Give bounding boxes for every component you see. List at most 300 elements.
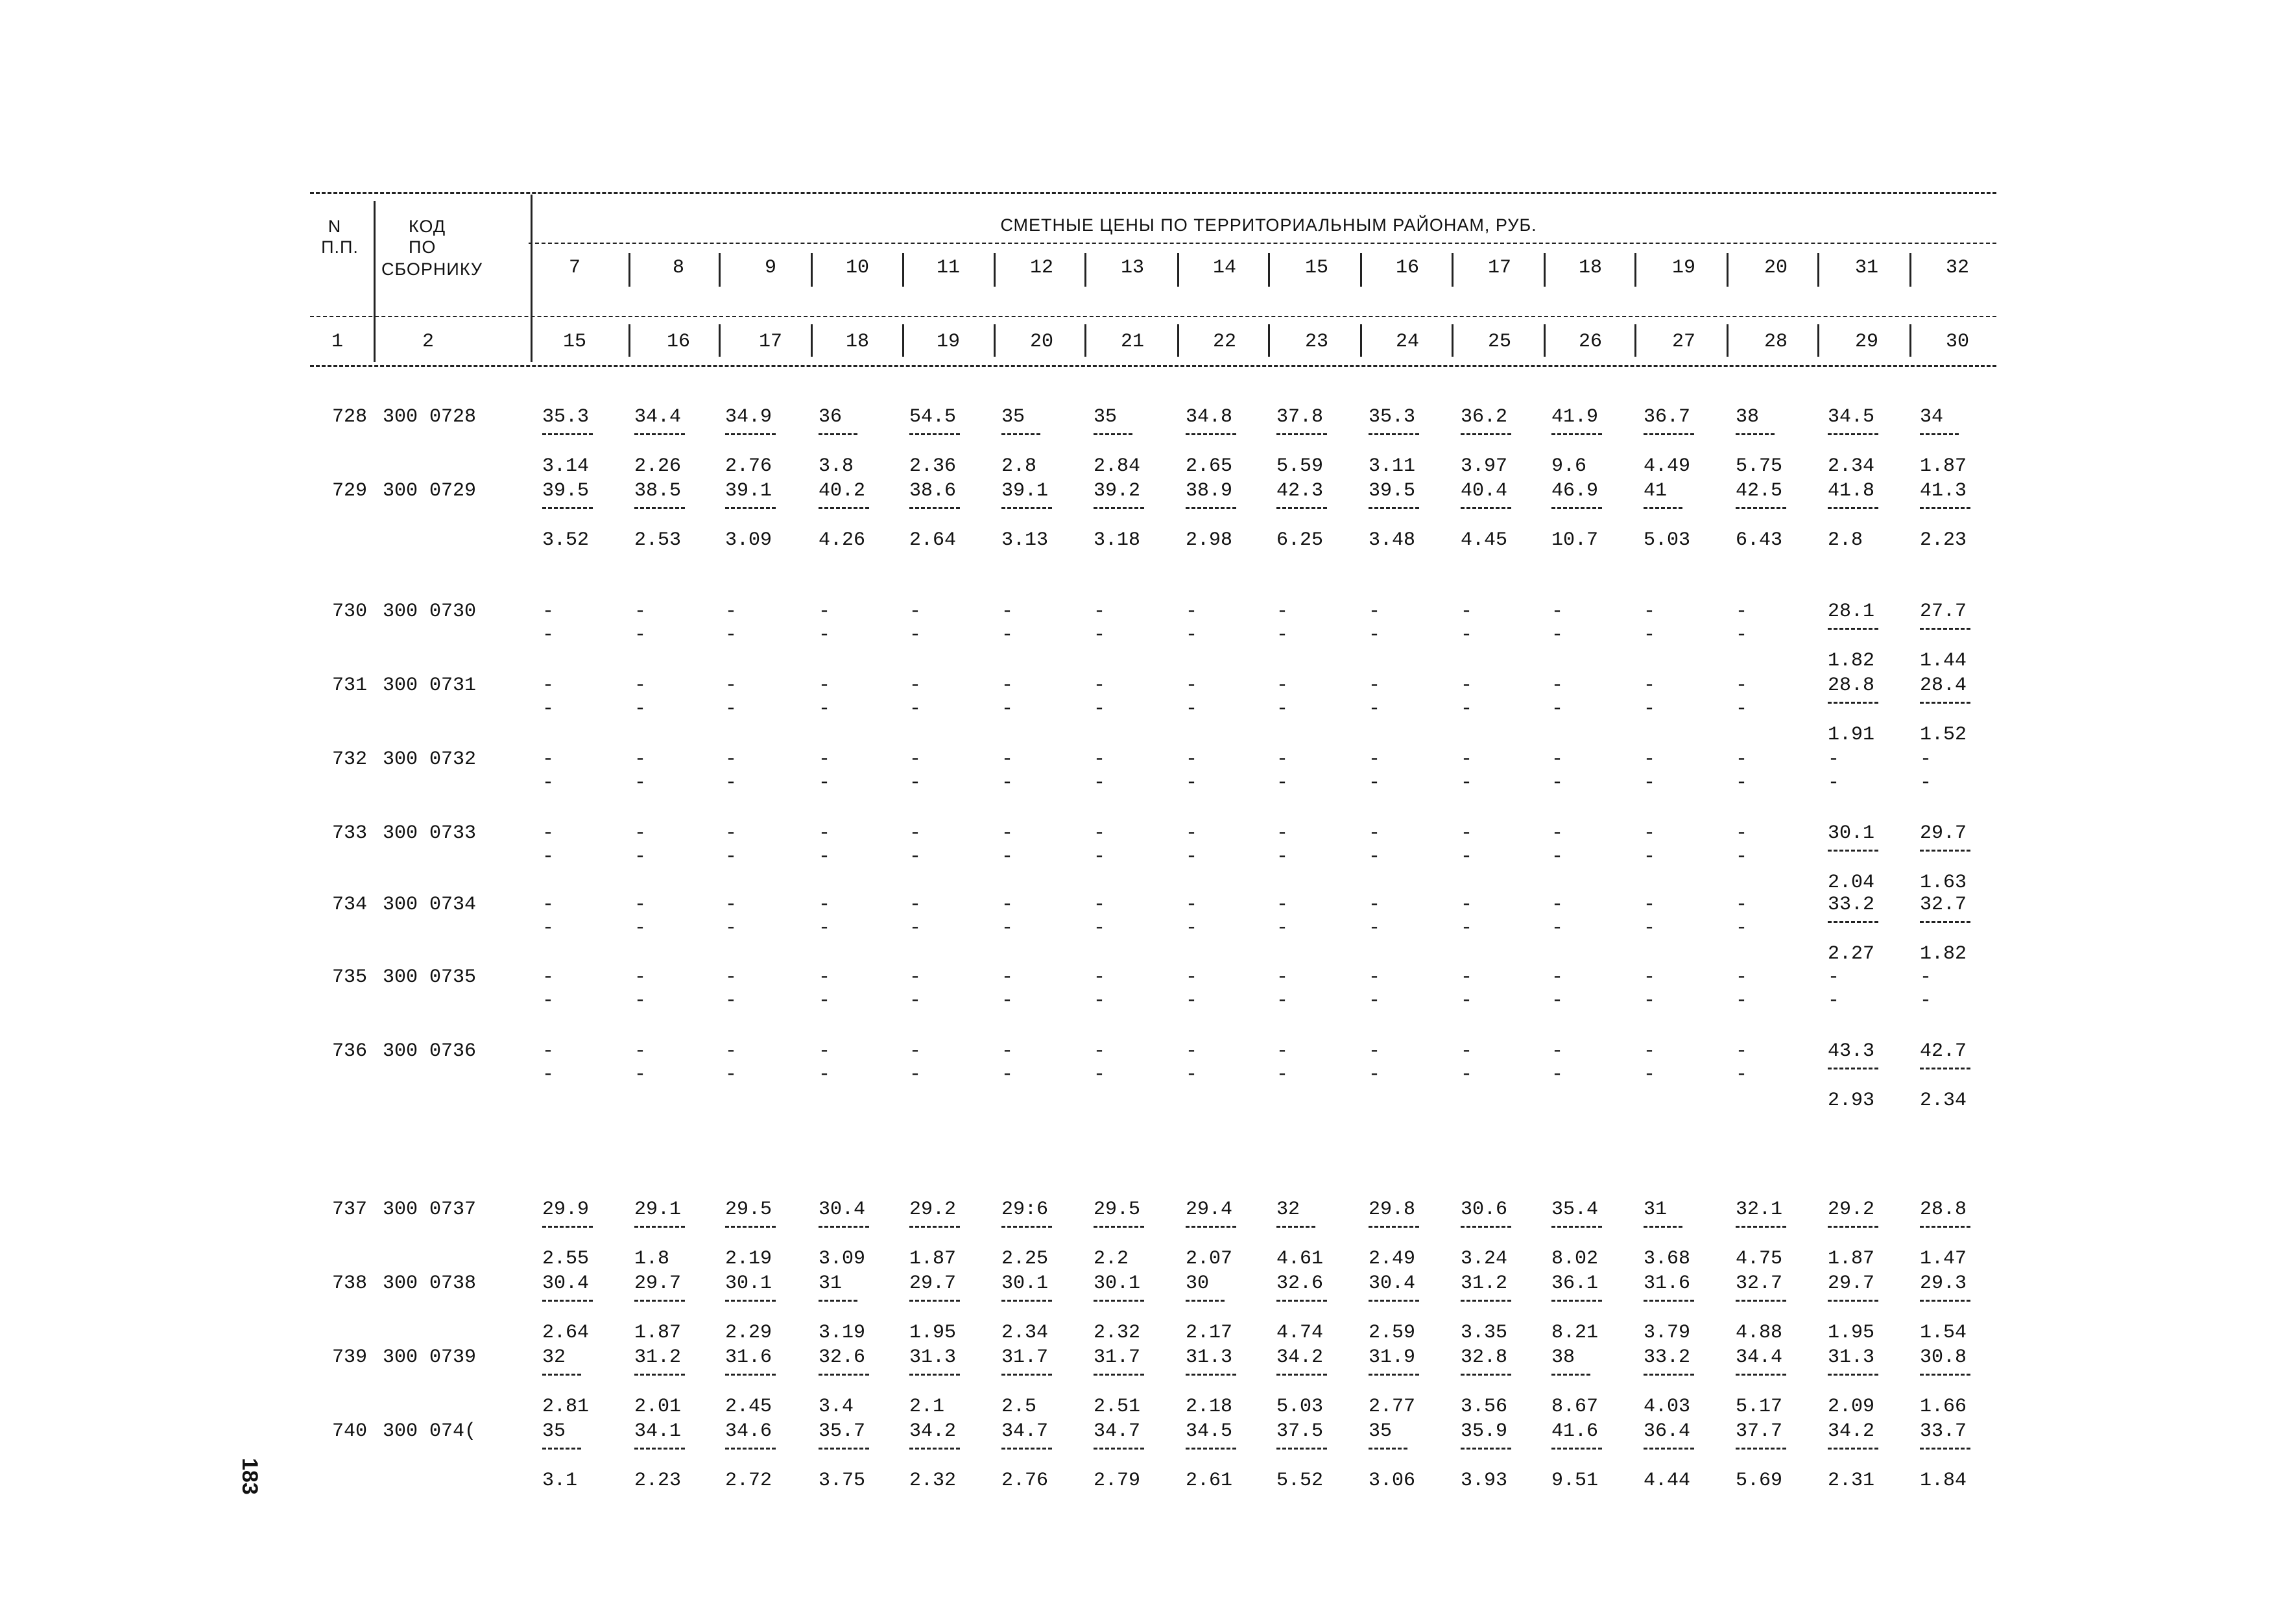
cell-price-bottom: 2.76 xyxy=(725,455,772,477)
cell-price-top: 35 xyxy=(1369,1420,1393,1442)
cell-price-bottom: 1.52 xyxy=(1920,724,1967,746)
cell-price-top: - xyxy=(634,1040,647,1062)
cell-price-bottom: - xyxy=(1001,698,1014,720)
cell-price-top: 39.2 xyxy=(1094,480,1141,502)
cell-price-bottom: 3.56 xyxy=(1461,1396,1508,1418)
cell-price-bottom: - xyxy=(1551,698,1564,720)
cell-price-bottom: 5.03 xyxy=(1276,1396,1324,1418)
cell-price-bottom: 4.44 xyxy=(1644,1470,1691,1492)
cell-price-top: 29.7 xyxy=(1828,1272,1875,1295)
cell-price-bottom: 2.01 xyxy=(634,1396,682,1418)
cell-price-bottom: 1.44 xyxy=(1920,650,1967,672)
cell-price-top: - xyxy=(1736,822,1748,844)
cell-price-bottom: 2.32 xyxy=(909,1470,957,1492)
cell-price-bottom: - xyxy=(1276,772,1289,794)
cell-price-top: 34.7 xyxy=(1094,1420,1141,1442)
cell-price-bottom: - xyxy=(1461,990,1473,1012)
cell-fraction-bar xyxy=(1828,1448,1878,1450)
cell-price-bottom: - xyxy=(1186,990,1198,1012)
cell-fraction-bar xyxy=(1094,507,1144,509)
cell-price-top: - xyxy=(1001,1040,1014,1062)
cell-price-top: - xyxy=(725,1040,737,1062)
cell-price-bottom: - xyxy=(1551,1064,1564,1086)
cell-fraction-bar xyxy=(1186,1448,1236,1450)
cell-price-top: 34.5 xyxy=(1828,406,1875,428)
cell-fraction-bar xyxy=(542,1374,581,1376)
cell-price-top: 36.7 xyxy=(1644,406,1691,428)
cell-price-top: - xyxy=(1644,822,1656,844)
cell-price-top: - xyxy=(909,601,922,623)
cell-price-top: 41.9 xyxy=(1551,406,1599,428)
header-col-divider xyxy=(1084,253,1086,287)
cell-fraction-bar xyxy=(1461,507,1511,509)
cell-price-top: - xyxy=(1736,675,1748,697)
region-header: 16 xyxy=(1395,257,1420,279)
cell-price-bottom: 3.8 xyxy=(819,455,854,477)
cell-price-bottom: 1.95 xyxy=(909,1322,957,1344)
cell-price-bottom: 8.02 xyxy=(1551,1248,1599,1270)
column-number: 30 xyxy=(1945,331,1970,353)
cell-price-top: - xyxy=(1276,966,1289,988)
cell-price-bottom: 2.81 xyxy=(542,1396,590,1418)
cell-price-bottom: - xyxy=(1736,917,1748,939)
cell-price-bottom: - xyxy=(1736,1064,1748,1086)
cell-price-top: - xyxy=(634,675,647,697)
cell-price-top: 32.8 xyxy=(1461,1346,1508,1368)
cell-price-bottom: 4.75 xyxy=(1736,1248,1783,1270)
cell-fraction-bar xyxy=(1186,1300,1225,1302)
cell-fraction-bar xyxy=(1736,1374,1786,1376)
cell-price-top: 31.2 xyxy=(634,1346,682,1368)
column-number: 15 xyxy=(562,331,587,353)
cell-price-bottom: - xyxy=(1736,990,1748,1012)
cell-fraction-bar xyxy=(1644,433,1694,435)
row-code: 300 0739 xyxy=(383,1346,477,1368)
cell-fraction-bar xyxy=(634,433,685,435)
cell-price-top: 34.2 xyxy=(1276,1346,1324,1368)
cell-price-top: 36.4 xyxy=(1644,1420,1691,1442)
cell-fraction-bar xyxy=(1186,507,1236,509)
cell-price-bottom: - xyxy=(1920,990,1932,1012)
cell-price-bottom: - xyxy=(1369,846,1381,868)
cell-price-bottom: - xyxy=(1001,846,1014,868)
cell-fraction-bar xyxy=(634,1300,685,1302)
cell-price-top: - xyxy=(725,966,737,988)
cell-price-top: - xyxy=(1736,894,1748,916)
cell-fraction-bar xyxy=(1276,1300,1327,1302)
cell-price-bottom: - xyxy=(542,990,555,1012)
row-code: 300 0729 xyxy=(383,480,477,502)
cell-price-top: - xyxy=(542,675,555,697)
cell-price-bottom: - xyxy=(1736,772,1748,794)
cell-fraction-bar xyxy=(1276,1374,1327,1376)
column-number: 29 xyxy=(1854,331,1879,353)
header-col-divider xyxy=(994,324,996,357)
cell-price-top: - xyxy=(1644,748,1656,770)
cell-price-bottom: 2.53 xyxy=(634,529,682,551)
cell-price-top: - xyxy=(819,894,831,916)
cell-fraction-bar xyxy=(542,1226,593,1228)
cell-fraction-bar xyxy=(634,1374,685,1376)
cell-price-bottom: - xyxy=(819,624,831,646)
cell-price-top: - xyxy=(1461,675,1473,697)
cell-price-top: 31.6 xyxy=(725,1346,772,1368)
cell-price-top: - xyxy=(1369,822,1381,844)
cell-price-top: 31.7 xyxy=(1094,1346,1141,1368)
cell-price-bottom: 8.21 xyxy=(1551,1322,1599,1344)
cell-price-bottom: 5.52 xyxy=(1276,1470,1324,1492)
cell-price-top: 29.1 xyxy=(634,1199,682,1221)
cell-price-top: - xyxy=(1094,966,1106,988)
cell-price-top: 32.6 xyxy=(1276,1272,1324,1295)
header-mid-rule xyxy=(310,316,1996,317)
cell-price-top: 30.4 xyxy=(1369,1272,1416,1295)
cell-price-bottom: - xyxy=(1369,698,1381,720)
cell-price-top: - xyxy=(1920,966,1932,988)
cell-price-top: 34.2 xyxy=(1828,1420,1875,1442)
header-index-second: 2 xyxy=(422,331,435,353)
cell-price-top: 33.7 xyxy=(1920,1420,1967,1442)
cell-price-bottom: - xyxy=(1276,698,1289,720)
cell-price-top: 29.2 xyxy=(1828,1199,1875,1221)
cell-price-top: 30.1 xyxy=(1094,1272,1141,1295)
cell-price-top: - xyxy=(1551,1040,1564,1062)
cell-price-bottom: - xyxy=(1001,772,1014,794)
cell-price-top: 35 xyxy=(542,1420,566,1442)
cell-price-bottom: 3.09 xyxy=(725,529,772,551)
cell-price-top: - xyxy=(542,894,555,916)
cell-price-bottom: 2.31 xyxy=(1828,1470,1875,1492)
cell-fraction-bar xyxy=(1828,702,1878,704)
header-col-divider xyxy=(1177,253,1179,287)
cell-price-bottom: - xyxy=(819,698,831,720)
cell-price-top: 34.1 xyxy=(634,1420,682,1442)
cell-price-bottom: 5.75 xyxy=(1736,455,1783,477)
region-header: 15 xyxy=(1304,257,1329,279)
cell-price-top: - xyxy=(1461,822,1473,844)
cell-price-top: - xyxy=(1276,1040,1289,1062)
cell-price-top: - xyxy=(1094,675,1106,697)
cell-fraction-bar xyxy=(542,1448,581,1450)
row-code: 300 0737 xyxy=(383,1199,477,1221)
cell-price-top: - xyxy=(1001,822,1014,844)
cell-price-top: - xyxy=(634,601,647,623)
cell-price-bottom: 2.93 xyxy=(1828,1090,1875,1112)
cell-price-top: 43.3 xyxy=(1828,1040,1875,1062)
cell-fraction-bar xyxy=(1551,1300,1602,1302)
cell-price-bottom: - xyxy=(909,917,922,939)
cell-price-bottom: 1.91 xyxy=(1828,724,1875,746)
cell-price-bottom: - xyxy=(1644,698,1656,720)
cell-price-bottom: - xyxy=(1644,772,1656,794)
row-code: 300 0731 xyxy=(383,675,477,697)
cell-price-bottom: 2.59 xyxy=(1369,1322,1416,1344)
header-title: СМЕТНЫЕ ЦЕНЫ ПО ТЕРРИТОРИАЛЬНЫМ РАЙОНАМ, РУБ. xyxy=(1000,215,1537,235)
cell-price-bottom: 1.47 xyxy=(1920,1248,1967,1270)
cell-fraction-bar xyxy=(1369,1448,1407,1450)
cell-price-top: 46.9 xyxy=(1551,480,1599,502)
cell-fraction-bar xyxy=(1736,507,1786,509)
cell-price-bottom: - xyxy=(1461,772,1473,794)
cell-price-bottom: 4.26 xyxy=(819,529,866,551)
cell-fraction-bar xyxy=(1828,628,1878,630)
cell-price-bottom: - xyxy=(1276,990,1289,1012)
cell-price-bottom: - xyxy=(1644,1064,1656,1086)
column-number: 21 xyxy=(1120,331,1145,353)
cell-price-top: 28.8 xyxy=(1828,675,1875,697)
header-col-divider xyxy=(994,253,996,287)
header-col-divider xyxy=(1727,253,1729,287)
cell-price-bottom: 2.72 xyxy=(725,1470,772,1492)
header-col-divider xyxy=(1177,324,1179,357)
cell-fraction-bar xyxy=(1094,1300,1144,1302)
row-code: 300 0733 xyxy=(383,822,477,844)
cell-fraction-bar xyxy=(725,507,776,509)
row-code: 300 0735 xyxy=(383,966,477,988)
cell-price-top: - xyxy=(542,1040,555,1062)
cell-price-top: - xyxy=(542,601,555,623)
cell-price-bottom: - xyxy=(1644,846,1656,868)
cell-price-top: - xyxy=(1828,966,1840,988)
cell-price-bottom: 2.18 xyxy=(1186,1396,1233,1418)
cell-fraction-bar xyxy=(819,507,869,509)
cell-price-bottom: 2.17 xyxy=(1186,1322,1233,1344)
cell-price-top: - xyxy=(1461,894,1473,916)
cell-price-top: 38.6 xyxy=(909,480,957,502)
cell-price-bottom: - xyxy=(542,1064,555,1086)
cell-fraction-bar xyxy=(634,1448,685,1450)
cell-price-bottom: 4.74 xyxy=(1276,1322,1324,1344)
header-col-divider xyxy=(1360,324,1362,357)
cell-price-bottom: - xyxy=(819,917,831,939)
header-bottom-rule xyxy=(310,365,1996,367)
cell-price-top: - xyxy=(1461,1040,1473,1062)
cell-price-top: 28.4 xyxy=(1920,675,1967,697)
cell-price-bottom: 2.79 xyxy=(1094,1470,1141,1492)
cell-price-bottom: 3.93 xyxy=(1461,1470,1508,1492)
cell-price-bottom: - xyxy=(1551,990,1564,1012)
cell-fraction-bar xyxy=(634,1226,685,1228)
cell-price-top: - xyxy=(1551,748,1564,770)
cell-fraction-bar xyxy=(1276,1226,1315,1228)
cell-price-top: 31 xyxy=(819,1272,843,1295)
cell-price-bottom: - xyxy=(1551,846,1564,868)
cell-price-top: - xyxy=(1736,1040,1748,1062)
cell-price-bottom: 2.64 xyxy=(909,529,957,551)
cell-price-top: 42.7 xyxy=(1920,1040,1967,1062)
cell-price-bottom: 1.82 xyxy=(1920,943,1967,965)
region-header: 32 xyxy=(1945,257,1970,279)
cell-price-top: 34.8 xyxy=(1186,406,1233,428)
region-header: 9 xyxy=(764,257,777,279)
cell-price-top: - xyxy=(1828,748,1840,770)
cell-fraction-bar xyxy=(1920,1374,1970,1376)
cell-price-bottom: - xyxy=(1551,917,1564,939)
cell-price-top: - xyxy=(1461,601,1473,623)
cell-price-top: 31 xyxy=(1644,1199,1668,1221)
cell-fraction-bar xyxy=(1920,628,1970,630)
cell-price-top: 31.2 xyxy=(1461,1272,1508,1295)
cell-price-bottom: 2.55 xyxy=(542,1248,590,1270)
header-col-divider xyxy=(1817,324,1819,357)
cell-price-top: 32.7 xyxy=(1920,894,1967,916)
cell-price-bottom: - xyxy=(1276,624,1289,646)
cell-price-top: 29.5 xyxy=(725,1199,772,1221)
cell-price-bottom: 5.03 xyxy=(1644,529,1691,551)
row-number: 729 xyxy=(331,480,367,502)
cell-price-bottom: - xyxy=(1186,917,1198,939)
region-header: 12 xyxy=(1029,257,1054,279)
cell-fraction-bar xyxy=(1094,1226,1144,1228)
cell-fraction-bar xyxy=(1828,1300,1878,1302)
cell-price-top: - xyxy=(1644,966,1656,988)
header-col-divider xyxy=(1909,324,1911,357)
cell-price-bottom: 9.6 xyxy=(1551,455,1587,477)
cell-price-bottom: - xyxy=(1094,624,1106,646)
cell-price-bottom: 2.07 xyxy=(1186,1248,1233,1270)
header-col-divider xyxy=(1268,324,1270,357)
cell-price-top: 32.1 xyxy=(1736,1199,1783,1221)
cell-price-top: 34.2 xyxy=(909,1420,957,1442)
cell-fraction-bar xyxy=(634,507,685,509)
cell-price-bottom: - xyxy=(1001,990,1014,1012)
cell-price-top: 35.3 xyxy=(542,406,590,428)
column-number: 27 xyxy=(1671,331,1696,353)
cell-price-bottom: 2.1 xyxy=(909,1396,945,1418)
cell-price-bottom: 2.76 xyxy=(1001,1470,1049,1492)
cell-fraction-bar xyxy=(1644,1226,1682,1228)
cell-price-bottom: - xyxy=(1094,990,1106,1012)
cell-price-top: - xyxy=(1551,966,1564,988)
cell-price-top: - xyxy=(1736,748,1748,770)
row-code: 300 074( xyxy=(383,1420,477,1442)
cell-price-bottom: - xyxy=(634,698,647,720)
cell-price-bottom: 2.64 xyxy=(542,1322,590,1344)
cell-price-top: - xyxy=(909,675,922,697)
cell-fraction-bar xyxy=(542,507,593,509)
cell-fraction-bar xyxy=(1094,433,1132,435)
cell-price-top: 38 xyxy=(1736,406,1760,428)
cell-price-top: - xyxy=(1276,748,1289,770)
cell-price-top: - xyxy=(1551,894,1564,916)
page-number: 183 xyxy=(237,1458,262,1495)
row-number: 740 xyxy=(331,1420,367,1442)
cell-price-top: - xyxy=(1736,601,1748,623)
cell-price-bottom: - xyxy=(1369,624,1381,646)
row-number: 737 xyxy=(331,1199,367,1221)
cell-price-top: 29.3 xyxy=(1920,1272,1967,1295)
cell-price-bottom: 2.8 xyxy=(1828,529,1863,551)
cell-price-bottom: 1.87 xyxy=(1920,455,1967,477)
cell-fraction-bar xyxy=(1920,1226,1970,1228)
cell-price-top: 36 xyxy=(819,406,843,428)
cell-fraction-bar xyxy=(1461,1300,1511,1302)
cell-fraction-bar xyxy=(819,1448,869,1450)
cell-price-top: - xyxy=(1001,966,1014,988)
column-number: 24 xyxy=(1395,331,1420,353)
region-header: 19 xyxy=(1671,257,1696,279)
header-col-divider xyxy=(1452,253,1454,287)
cell-fraction-bar xyxy=(1001,433,1040,435)
cell-price-top: 41.8 xyxy=(1828,480,1875,502)
cell-price-bottom: - xyxy=(542,917,555,939)
column-number: 26 xyxy=(1578,331,1603,353)
cell-fraction-bar xyxy=(819,1374,869,1376)
cell-price-top: 35 xyxy=(1094,406,1118,428)
header-col-n: N xyxy=(328,217,342,236)
cell-price-bottom: 2.8 xyxy=(1001,455,1037,477)
cell-fraction-bar xyxy=(1736,1226,1786,1228)
cell-price-bottom: - xyxy=(1094,772,1106,794)
cell-price-bottom: - xyxy=(909,772,922,794)
cell-price-top: - xyxy=(725,675,737,697)
region-header: 11 xyxy=(936,257,961,279)
row-number: 739 xyxy=(331,1346,367,1368)
cell-price-bottom: 2.04 xyxy=(1828,872,1875,894)
header-col-divider xyxy=(1634,253,1636,287)
cell-price-bottom: - xyxy=(819,1064,831,1086)
cell-price-bottom: 3.79 xyxy=(1644,1322,1691,1344)
header-col-divider xyxy=(1817,253,1819,287)
header-col-divider xyxy=(1544,324,1546,357)
cell-price-bottom: 1.87 xyxy=(1828,1248,1875,1270)
cell-fraction-bar xyxy=(1644,1300,1694,1302)
cell-fraction-bar xyxy=(1828,850,1878,852)
cell-price-bottom: 1.95 xyxy=(1828,1322,1875,1344)
cell-price-top: - xyxy=(819,822,831,844)
cell-price-top: - xyxy=(1186,601,1198,623)
cell-price-bottom: 1.82 xyxy=(1828,650,1875,672)
cell-price-bottom: - xyxy=(1461,698,1473,720)
cell-price-top: 29:6 xyxy=(1001,1199,1049,1221)
cell-price-top: 35.9 xyxy=(1461,1420,1508,1442)
cell-fraction-bar xyxy=(1828,433,1878,435)
cell-price-top: - xyxy=(1369,675,1381,697)
header-col-divider xyxy=(1084,324,1086,357)
cell-price-bottom: 5.59 xyxy=(1276,455,1324,477)
cell-price-top: 39.5 xyxy=(1369,480,1416,502)
cell-fraction-bar xyxy=(725,1226,776,1228)
cell-price-bottom: 2.77 xyxy=(1369,1396,1416,1418)
cell-price-top: 35.3 xyxy=(1369,406,1416,428)
header-col-kod: КОД xyxy=(409,217,446,236)
cell-price-bottom: - xyxy=(1186,1064,1198,1086)
cell-price-bottom: - xyxy=(1186,846,1198,868)
cell-price-top: 31.9 xyxy=(1369,1346,1416,1368)
cell-price-top: 34.6 xyxy=(725,1420,772,1442)
cell-price-bottom: 3.1 xyxy=(542,1470,578,1492)
cell-price-bottom: - xyxy=(1094,1064,1106,1086)
cell-price-top: - xyxy=(1369,748,1381,770)
cell-price-top: - xyxy=(725,748,737,770)
cell-price-top: - xyxy=(1276,894,1289,916)
cell-price-top: - xyxy=(1186,894,1198,916)
cell-price-bottom: - xyxy=(725,624,737,646)
cell-price-top: 41.6 xyxy=(1551,1420,1599,1442)
cell-price-top: 29.8 xyxy=(1369,1199,1416,1221)
cell-price-bottom: - xyxy=(1461,1064,1473,1086)
cell-fraction-bar xyxy=(1920,433,1959,435)
cell-price-top: - xyxy=(819,601,831,623)
cell-fraction-bar xyxy=(1828,507,1878,509)
cell-price-top: 36.1 xyxy=(1551,1272,1599,1295)
cell-fraction-bar xyxy=(819,1226,869,1228)
cell-price-bottom: 2.23 xyxy=(634,1470,682,1492)
cell-price-top: - xyxy=(542,822,555,844)
cell-fraction-bar xyxy=(1551,1226,1602,1228)
cell-price-top: - xyxy=(1094,601,1106,623)
cell-price-bottom: 1.54 xyxy=(1920,1322,1967,1344)
